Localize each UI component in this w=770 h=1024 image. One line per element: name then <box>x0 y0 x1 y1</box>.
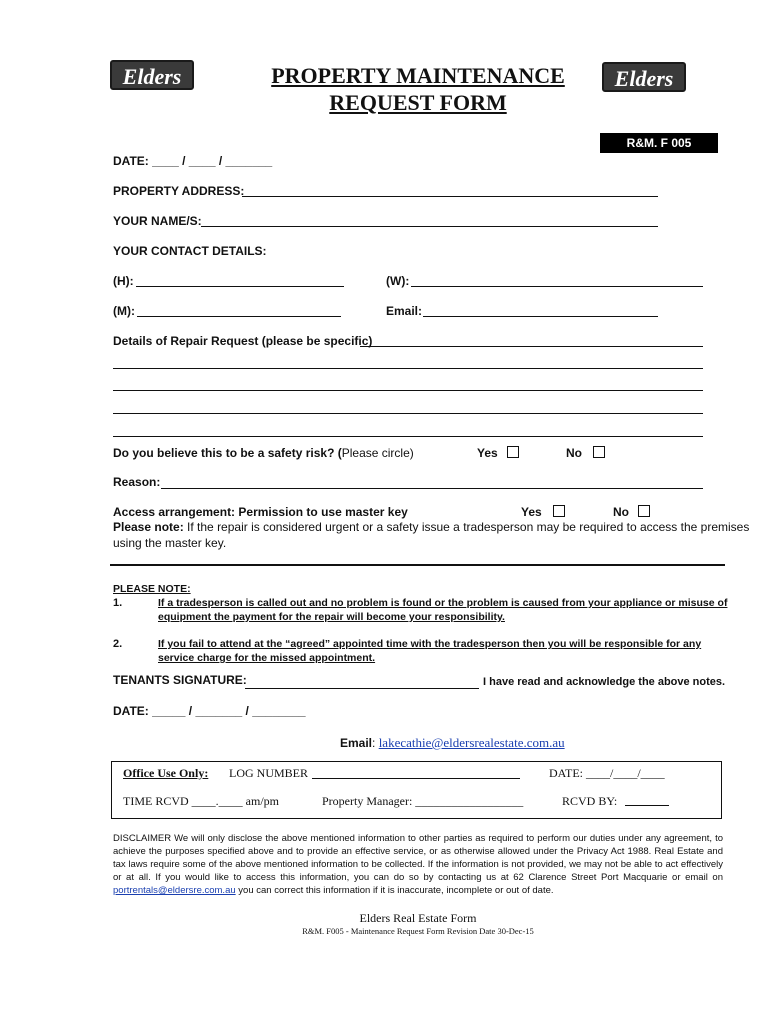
log-number-input[interactable] <box>312 778 520 779</box>
safety-question <box>113 446 414 460</box>
safety-yes-label: Yes <box>477 446 498 460</box>
note-2-line2: service charge for the missed appointment. <box>158 652 376 664</box>
office-date-field[interactable]: DATE: ____/____/____ <box>549 766 665 780</box>
reason-label: Reason: <box>113 475 161 489</box>
form-code-badge: R&M. F 005 <box>600 133 718 153</box>
office-email-label: Email <box>340 736 373 750</box>
access-note-text: If the repair is considered urgent or a safety issue a tradesperson may be required to access the premises <box>187 520 750 534</box>
repair-details-input-2[interactable] <box>113 368 703 369</box>
repair-details-input-4[interactable] <box>113 413 703 414</box>
property-address-label: PROPERTY ADDRESS: <box>113 184 245 198</box>
received-by-input[interactable] <box>625 805 669 806</box>
access-arrangement-label: Access arrangement: Permission to use master key <box>113 505 408 519</box>
safety-question-circle: Please circle) <box>341 446 414 460</box>
access-no-checkbox[interactable] <box>638 505 650 517</box>
repair-details-input-1[interactable] <box>360 346 703 347</box>
disclaimer-tail: you can correct this information if it is inaccurate, incomplete or out of date. <box>238 885 554 896</box>
note-1-number: 1. <box>113 597 123 609</box>
home-phone-input[interactable] <box>136 286 344 287</box>
footer-line1: Elders Real Estate Form <box>359 911 477 925</box>
signature-date-field[interactable]: DATE: _____ / _______ / ________ <box>113 704 306 718</box>
disclaimer-email-link[interactable]: portrentals@eldersre.com.au <box>113 885 236 896</box>
repair-details-label: Details of Repair Request (please be specific) <box>113 334 373 348</box>
safety-no-checkbox[interactable] <box>593 446 605 458</box>
mobile-phone-label: (M): <box>113 304 135 318</box>
note-1-line1: If a tradesperson is called out and no problem is found or the problem is caused from your appliance or misuse of <box>158 597 728 609</box>
work-phone-input[interactable] <box>411 286 703 287</box>
work-phone-label: (W): <box>386 274 410 288</box>
note-2-line1: If you fail to attend at the “agreed” appointed time with the tradesperson then you will be responsible for any <box>158 638 702 650</box>
access-note-text-2: using the master key. <box>113 536 227 550</box>
repair-details-input-3[interactable] <box>113 390 703 391</box>
mobile-phone-input[interactable] <box>137 316 341 317</box>
footer-line2: R&M. F005 - Maintenance Request Form Revision Date 30-Dec-15 <box>302 926 534 936</box>
tenants-signature-input[interactable] <box>245 688 479 689</box>
note-2-number: 2. <box>113 638 123 650</box>
time-received-field[interactable]: TIME RCVD ____.____ am/pm <box>123 794 279 808</box>
access-note-label: Please note: <box>113 520 184 534</box>
your-names-input[interactable] <box>201 226 658 227</box>
home-phone-label: (H): <box>113 274 134 288</box>
acknowledge-text: I have read and acknowledge the above notes. <box>483 676 726 688</box>
received-by-label: RCVD BY: <box>562 794 618 808</box>
elders-logo-left: Elders <box>110 60 194 90</box>
reason-input[interactable] <box>161 488 703 489</box>
office-email-link[interactable]: lakecathie@eldersrealestate.com.au <box>378 735 565 750</box>
tenants-signature-label: TENANTS SIGNATURE: <box>113 673 247 687</box>
log-number-label: LOG NUMBER <box>229 766 309 780</box>
elders-logo-right: Elders <box>602 62 686 92</box>
disclaimer <box>113 832 723 897</box>
form-title-line2: REQUEST FORM <box>329 90 507 115</box>
disclaimer-text: DISCLAIMER We will only disclose the above mentioned information to other parties as required to perform our duties under any agreement, to achieve the purposes specified above and to provide an effective service, or as otherwise allowed under the Privacy Act 1988. Real Estate and tax laws require some of the above mentioned information to be collected. If the information is not provided, we may not be able to act effectively or at all. If you would like to access this information, you can do so by contacting us at 62 Clarence Street Port Macquarie or email on <box>113 833 723 883</box>
property-manager-field[interactable]: Property Manager: __________________ <box>322 794 524 808</box>
office-email: Email: lakecathie@eldersrealestate.com.au <box>340 735 565 750</box>
form-title-line1: PROPERTY MAINTENANCE <box>271 63 565 88</box>
safety-yes-checkbox[interactable] <box>507 446 519 458</box>
access-yes-label: Yes <box>521 505 542 519</box>
repair-details-input-5[interactable] <box>113 436 703 437</box>
date-field[interactable]: DATE: ____ / ____ / _______ <box>113 154 273 168</box>
safety-no-label: No <box>566 446 582 460</box>
your-names-label: YOUR NAME/S: <box>113 214 202 228</box>
safety-question-text: Do you believe this to be a safety risk? ( <box>113 446 342 460</box>
office-use-only-label: Office Use Only: <box>123 766 209 780</box>
note-1-line2: equipment the payment for the repair will become your responsibility. <box>158 611 505 623</box>
contact-details-heading: YOUR CONTACT DETAILS: <box>113 244 267 258</box>
access-note <box>113 520 749 534</box>
please-note-heading: PLEASE NOTE: <box>113 583 191 595</box>
email-label: Email: <box>386 304 423 318</box>
access-no-label: No <box>613 505 629 519</box>
email-input[interactable] <box>423 316 658 317</box>
property-address-input[interactable] <box>242 196 658 197</box>
section-divider <box>110 564 725 566</box>
access-yes-checkbox[interactable] <box>553 505 565 517</box>
